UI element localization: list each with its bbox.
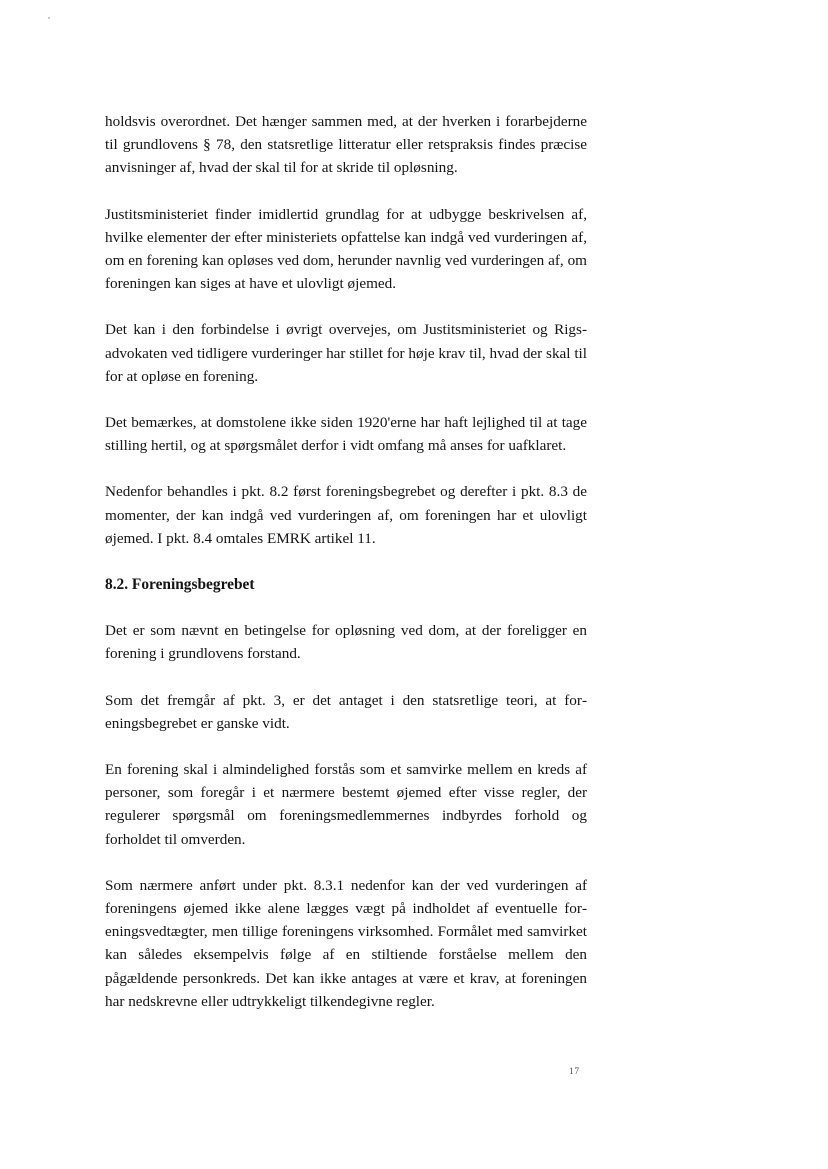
paragraph: holdsvis overordnet. Det hænger sammen med, at der hverken i forarbejderne til grundlovens § 78, den statsretlige litteratur eller retspraksis findes præcise anvisninger af, hvad der skal til for at skride til opløsning. xyxy=(105,113,587,177)
paragraph: Det er som nævnt en betingelse for opløsning ved dom, at der foreligger en forening i grundlovens forstand. xyxy=(105,622,587,663)
paragraph: Som det fremgår af pkt. 3, er det antaget i den statsretlige teori, at foreningsbegrebet er ganske vidt. xyxy=(105,691,587,732)
scan-speck xyxy=(48,17,50,19)
page-body xyxy=(105,110,587,1013)
paragraph: Det bemærkes, at domstolene ikke siden 1920'erne har haft lejlighed til at tage stilling hertil, og at spørgsmålet derfor i vidt omfang må anses for uafklaret. xyxy=(105,414,587,455)
paragraph: En forening skal i almindelighed forstås som et samvirke mellem en kreds af personer, som foregår i et nærmere bestemt øjemed efter visse regler, der regulerer spørgsmål om foreningsmedlemmernes indbyrdes forhold og forholdet til omverden. xyxy=(105,761,587,848)
paragraph: Det kan i den forbindelse i øvrigt overvejes, om Justitsministeriet og Rigsadvokaten ved tidligere vurderinger har stillet for høje krav til, hvad der skal til for at opløse en forening. xyxy=(105,321,587,385)
section-heading: 8.2. Foreningsbegrebet xyxy=(105,576,255,594)
paragraph: Nedenfor behandles i pkt. 8.2 først foreningsbegrebet og derefter i pkt. 8.3 de momenter, der kan indgå ved vurderingen af, om foreningen har et ulovligt øjemed. I pkt. 8.4 omtales EMRK artikel 11. xyxy=(105,483,587,547)
page-number: 17 xyxy=(569,1066,580,1076)
paragraph: Som nærmere anført under pkt. 8.3.1 nedenfor kan der ved vurderingen af foreningens øjemed ikke alene lægges vægt på indholdet af eventuelle foreningsvedtægter, men tillige foreningens virksomhed. Formålet med samvirket kan således eksempelvis følge af en stiltiende forståelse mellem den pågældende personkreds. Det kan ikke antages at være et krav, at foreningen har nedskrevne eller udtrykkeligt tilkendegivne regler. xyxy=(105,876,587,1010)
paragraph: Justitsministeriet finder imidlertid grundlag for at udbygge beskrivelsen af, hvilke elementer der efter ministeriets opfattelse kan indgå ved vurderingen af, om en forening kan opløses ved dom, herunder navnlig ved vurderingen af, om foreningen kan siges at have et ulovligt øjemed. xyxy=(105,205,587,293)
